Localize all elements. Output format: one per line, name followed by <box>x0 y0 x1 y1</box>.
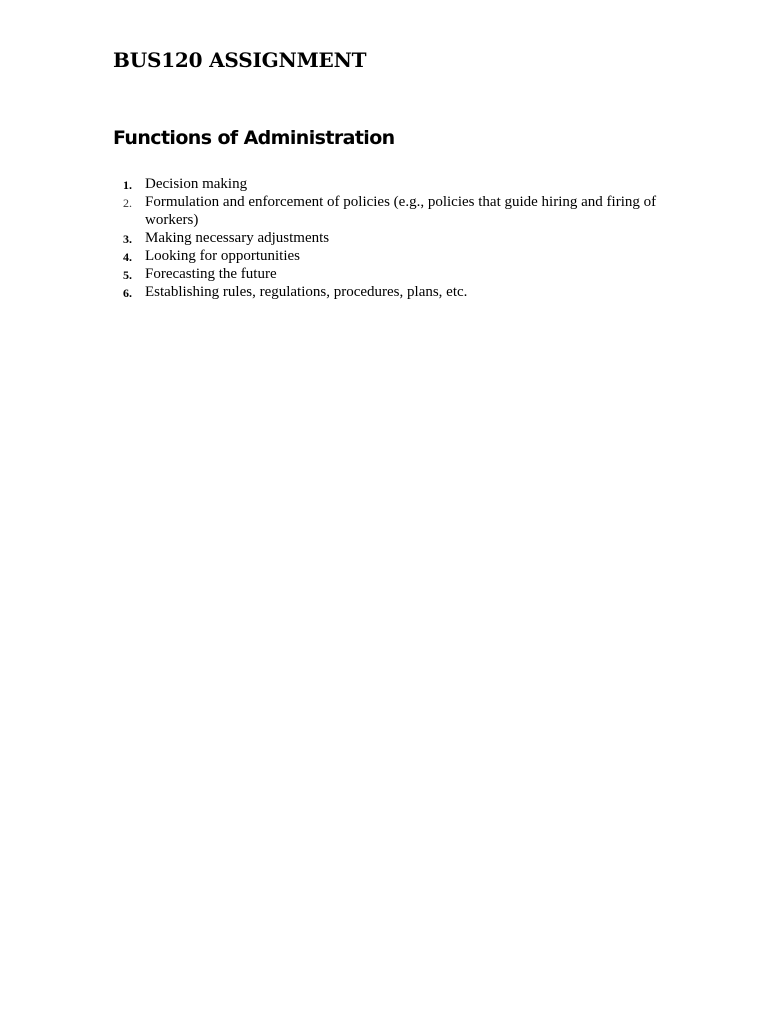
list-item-number: 2. <box>123 196 132 210</box>
list-item-number: 5. <box>123 268 132 282</box>
list-item-text: Decision making <box>145 176 248 192</box>
list-item <box>113 229 673 247</box>
list-item <box>113 247 673 265</box>
section-heading: Functions of Administration <box>113 127 395 149</box>
list-item <box>113 193 673 229</box>
list-item-text: Looking for opportunities <box>145 248 300 264</box>
list-item-number: 4. <box>123 250 132 264</box>
document-title: BUS120 ASSIGNMENT <box>113 48 367 72</box>
list-item-text: Making necessary adjustments <box>145 230 330 246</box>
list-item-text: Formulation and enforcement of policies (e.g., policies that guide hiring and firing of workers) <box>145 194 657 228</box>
list-item-number: 1. <box>123 178 132 192</box>
list-item-text: Forecasting the future <box>145 266 277 282</box>
list-item <box>113 265 673 283</box>
list-item-number: 6. <box>123 286 132 300</box>
list-item-number: 3. <box>123 232 132 246</box>
list-item <box>113 175 673 193</box>
functions-list <box>113 175 673 301</box>
list-item <box>113 283 673 301</box>
list-item-text: Establishing rules, regulations, procedures, plans, etc. <box>145 284 468 300</box>
